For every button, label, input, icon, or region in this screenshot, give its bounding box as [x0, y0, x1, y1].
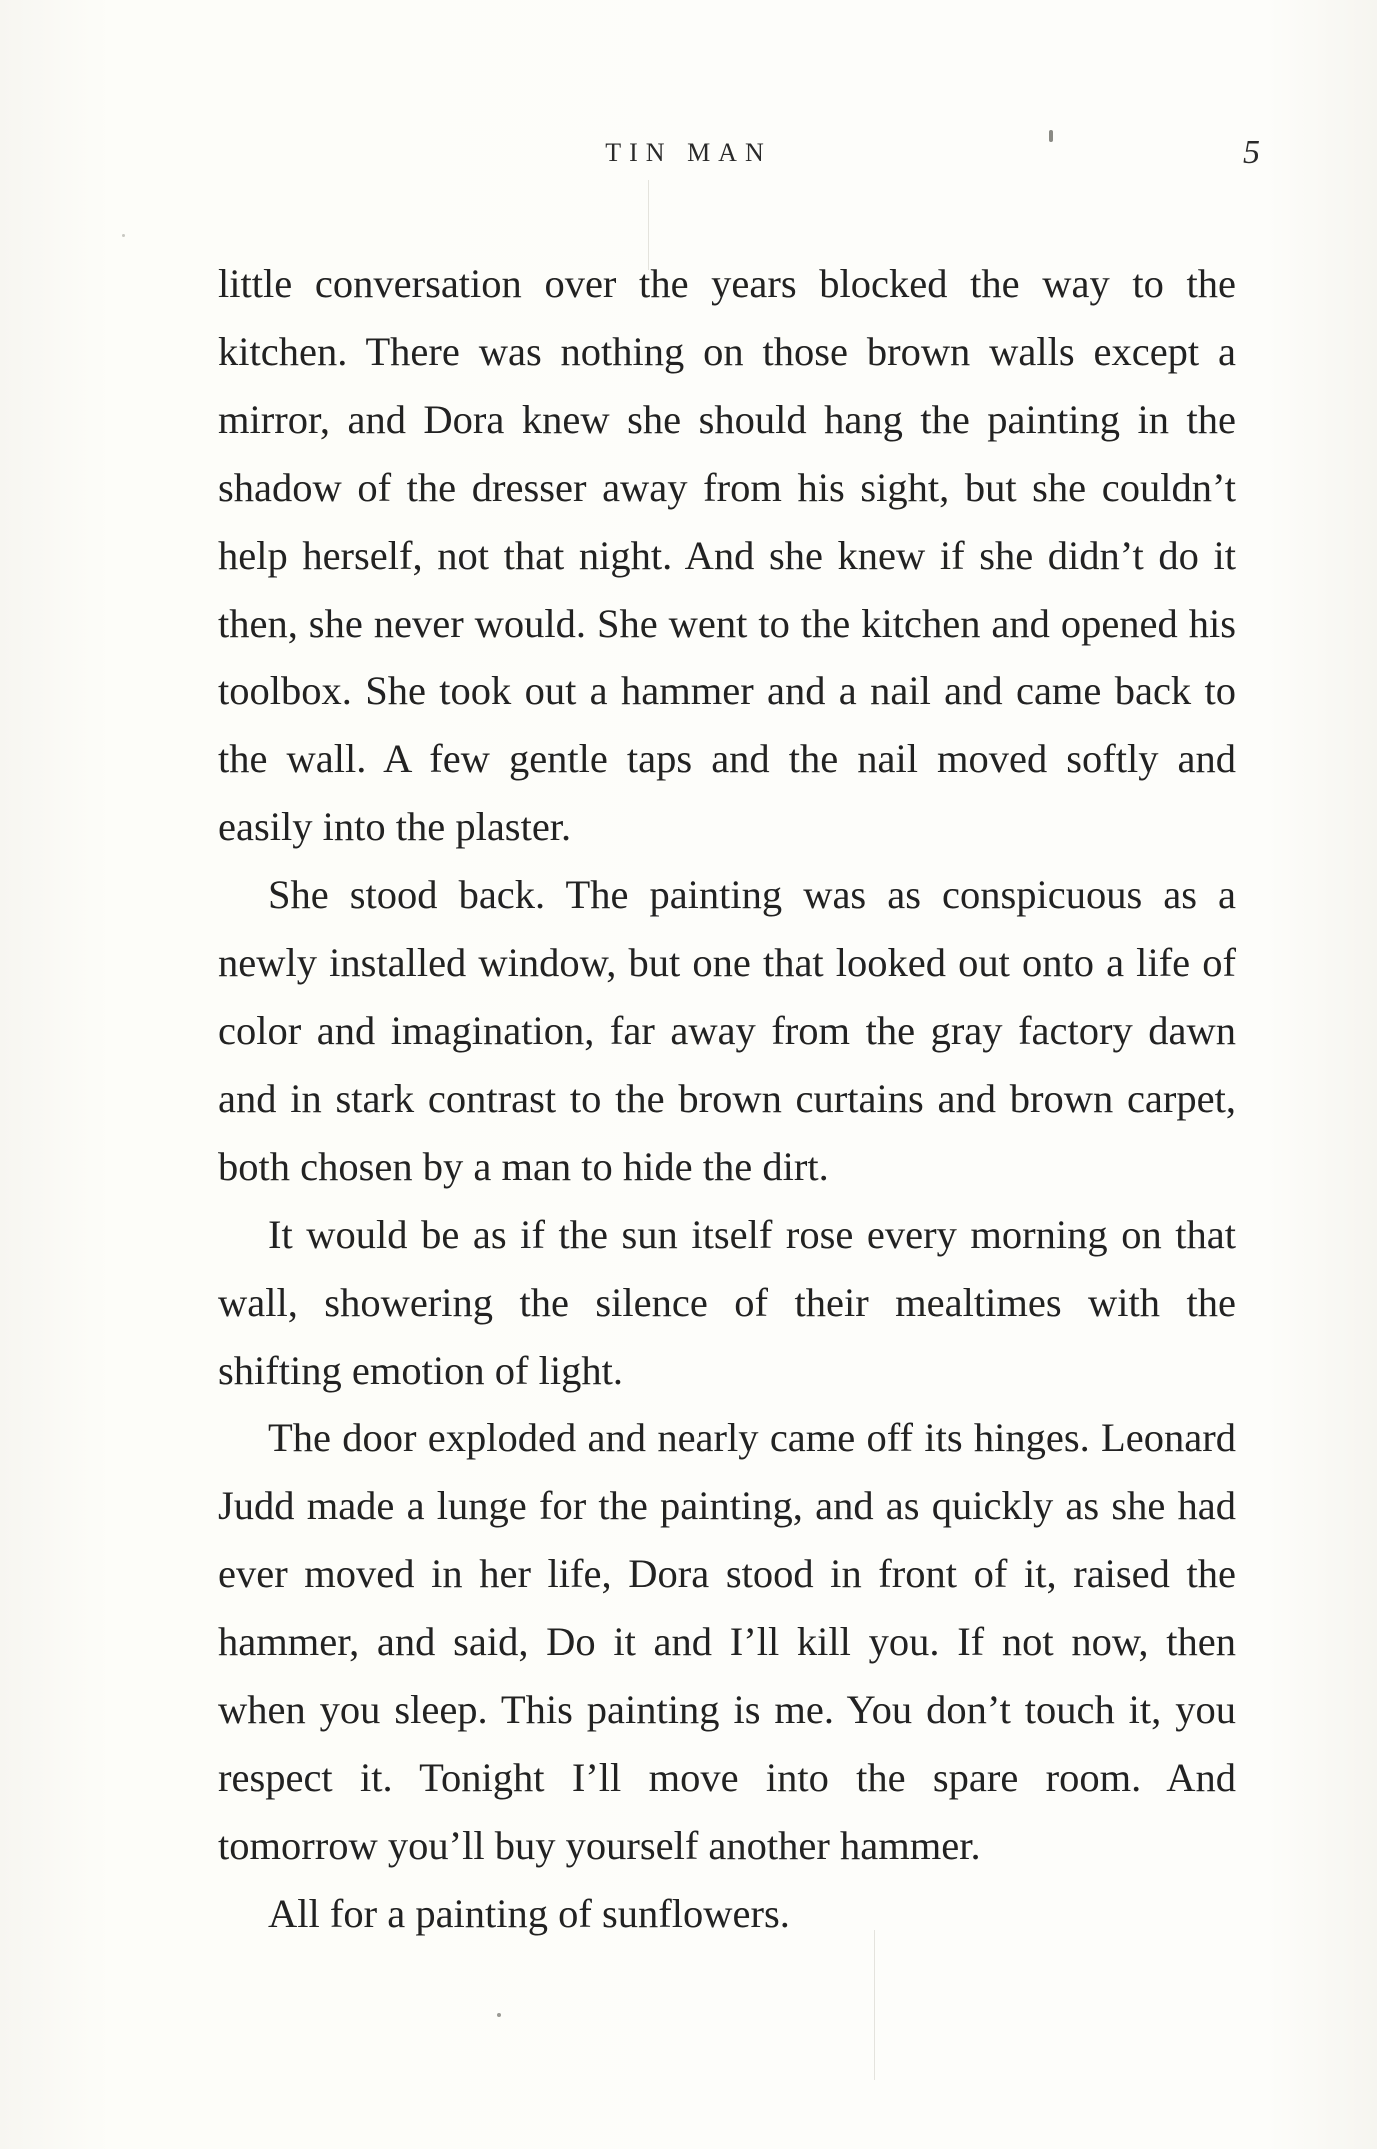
paragraph: All for a painting of sunflowers. [268, 1890, 790, 1936]
paper-crease [874, 1930, 875, 2080]
paragraph: It would be as if the sun itself rose every morning on that wall, showering the silence of their mealtimes with the shifting emotion of light. [218, 1211, 1236, 1393]
paper-speck [497, 2013, 501, 2017]
paragraph: The door exploded and nearly came off its hinges. Leonard Judd made a lunge for the painting, and as quickly as she had ever moved in her life, Dora stood in front of it, raised the hammer, and said, Do it and I’ll kill you. If not now, then when you sleep. This painting is me. You don’t touch it, you respect it. Tonight I’ll move into the spare room. And tomorrow you’ll buy yourself another hammer. [218, 1415, 1236, 1868]
page-number: 5 [1243, 134, 1260, 171]
running-head [0, 134, 1377, 178]
paragraph: little conversation over the years blocked the way to the kitchen. There was nothing on those brown walls except a mirror, and Dora knew she should hang the painting in the shadow of the dresser away from his sight, but she couldn’t help herself, not that night. And she knew if she didn’t do it then, she never would. She went to the kitchen and opened his toolbox. She took out a hammer and a nail and came back to the wall. A few gentle taps and the nail moved softly and easily into the plaster. [218, 261, 1236, 850]
paragraph: She stood back. The painting was as conspicuous as a newly installed window, but one that looked out onto a life of color and imagination, far away from the gray factory dawn and in stark contrast to the brown curtains and brown carpet, both chosen by a man to hide the dirt. [218, 872, 1236, 1189]
paper-speck [122, 234, 125, 237]
body-text [218, 250, 1236, 1948]
running-title: TIN MAN [605, 138, 772, 167]
